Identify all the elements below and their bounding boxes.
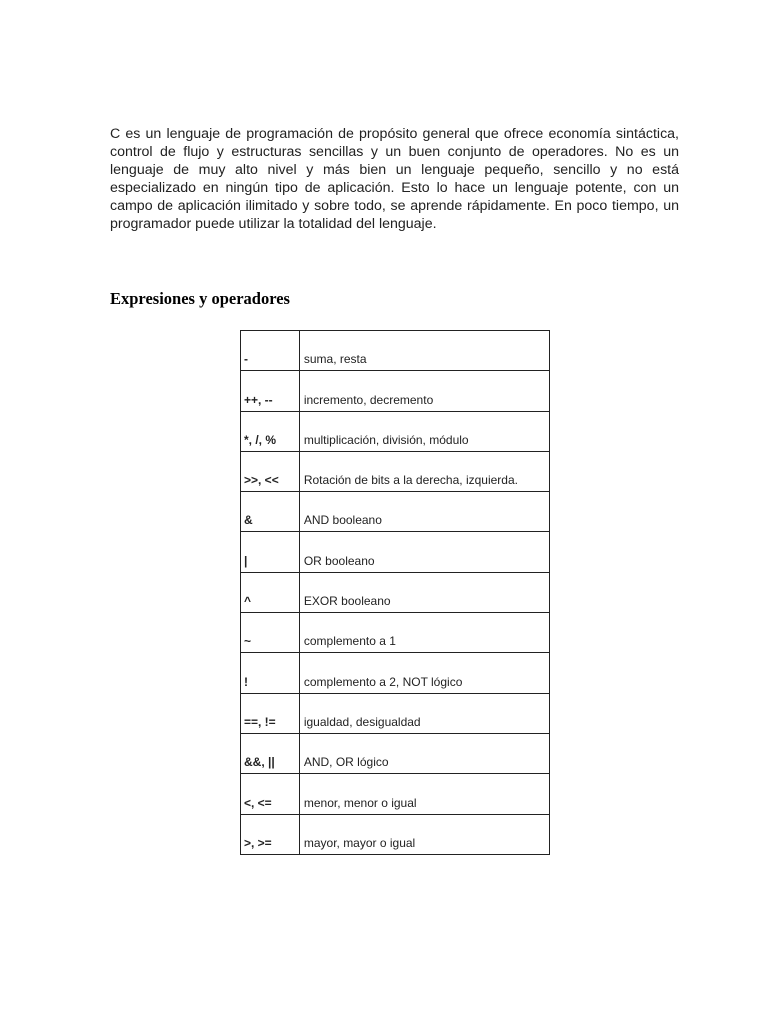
table-row	[241, 532, 550, 572]
operators-table-body	[241, 331, 550, 855]
table-row	[241, 733, 550, 773]
description-cell: EXOR booleano	[299, 572, 549, 612]
operator-cell: &	[241, 492, 300, 532]
table-row	[241, 331, 550, 371]
operator-cell: ==, !=	[241, 693, 300, 733]
table-row	[241, 613, 550, 653]
section-heading: Expresiones y operadores	[110, 289, 290, 308]
operator-cell: *, /, %	[241, 411, 300, 451]
operator-cell: |	[241, 532, 300, 572]
description-cell: incremento, decremento	[299, 371, 549, 411]
table-row	[241, 572, 550, 612]
table-row	[241, 774, 550, 814]
operators-table	[240, 330, 550, 855]
operator-cell: -	[241, 331, 300, 371]
description-cell: complemento a 2, NOT lógico	[299, 653, 549, 693]
operator-cell: >, >=	[241, 814, 300, 854]
description-cell: Rotación de bits a la derecha, izquierda.	[299, 451, 549, 491]
description-cell: complemento a 1	[299, 613, 549, 653]
operator-cell: <, <=	[241, 774, 300, 814]
description-cell: OR booleano	[299, 532, 549, 572]
description-cell: multiplicación, división, módulo	[299, 411, 549, 451]
table-row	[241, 492, 550, 532]
table-row	[241, 653, 550, 693]
description-cell: menor, menor o igual	[299, 774, 549, 814]
table-row	[241, 411, 550, 451]
operator-cell: ++, --	[241, 371, 300, 411]
operator-cell: &&, ||	[241, 733, 300, 773]
table-row	[241, 451, 550, 491]
description-cell: AND booleano	[299, 492, 549, 532]
table-row	[241, 371, 550, 411]
table-row	[241, 814, 550, 854]
description-cell: mayor, mayor o igual	[299, 814, 549, 854]
operator-cell: !	[241, 653, 300, 693]
description-cell: AND, OR lógico	[299, 733, 549, 773]
description-cell: igualdad, desigualdad	[299, 693, 549, 733]
table-row	[241, 693, 550, 733]
intro-paragraph: C es un lenguaje de programación de propósito general que ofrece economía sintáctica, control de flujo y estructuras sencillas y un buen conjunto de operadores. No es un lenguaje de muy alto nivel y más bien un lenguaje pequeño, sencillo y no está especializado en ningún tipo de aplicación. Esto lo hace un lenguaje potente, con un campo de aplicación ilimitado y sobre todo, se aprende rápidamente. En poco tiempo, un programador puede utilizar la totalidad del lenguaje.	[110, 126, 679, 232]
operator-cell: ~	[241, 613, 300, 653]
operator-cell: >>, <<	[241, 451, 300, 491]
operator-cell: ^	[241, 572, 300, 612]
description-cell: suma, resta	[299, 331, 549, 371]
